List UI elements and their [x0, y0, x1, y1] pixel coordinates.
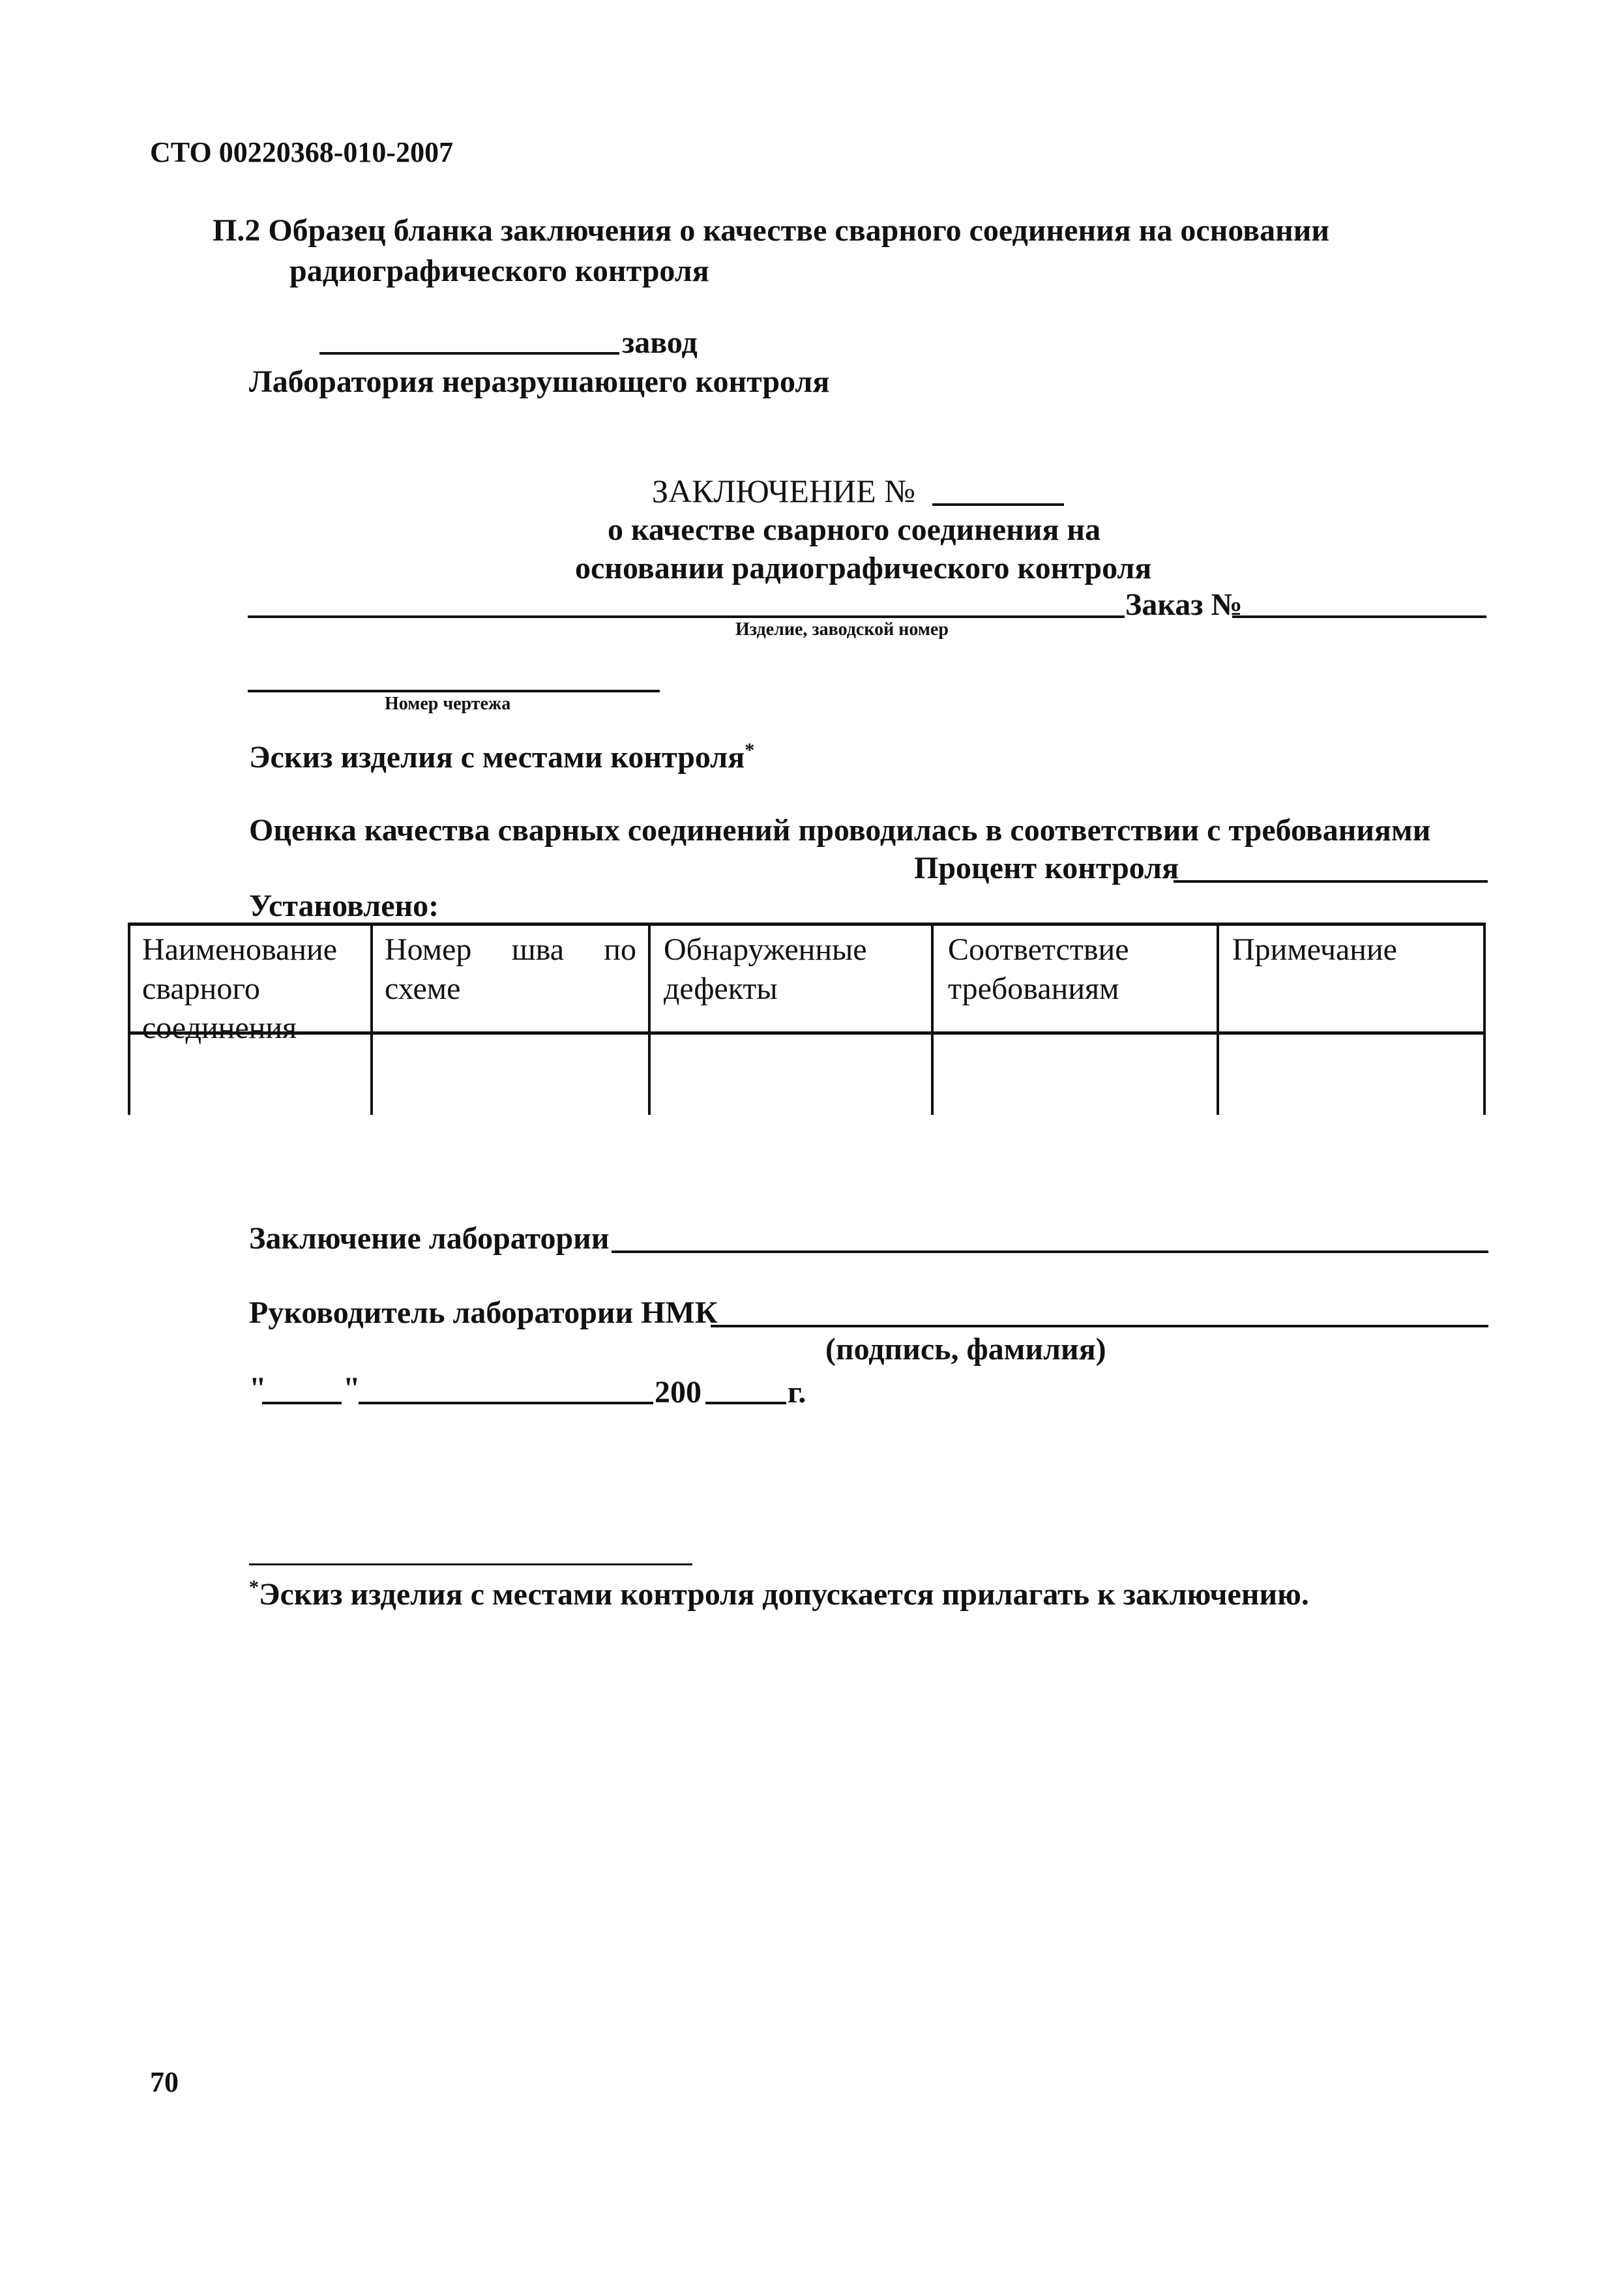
- section-title-line2: радиографического контроля: [289, 254, 709, 288]
- plant-name-blank: [319, 352, 619, 355]
- doc-code: СТО 00220368-010-2007: [150, 136, 454, 168]
- product-caption: Изделие, заводской номер: [735, 619, 949, 640]
- order-number-blank: [1232, 615, 1486, 618]
- page-number: 70: [150, 2066, 179, 2098]
- head-signature-blank: [711, 1325, 1488, 1327]
- table-divider-2: [648, 923, 651, 1115]
- date-year-prefix: 200: [655, 1375, 701, 1410]
- date-quote-open: ": [249, 1371, 267, 1406]
- lab-conclusion-label: Заключение лаборатории: [249, 1221, 610, 1256]
- footnote-mark: *: [249, 1576, 259, 1598]
- date-year-blank: [705, 1402, 786, 1404]
- control-percent-label: Процент контроля: [914, 851, 1179, 885]
- footnote: [249, 1578, 1309, 1610]
- lab-conclusion-blank: [612, 1250, 1488, 1253]
- product-blank: [248, 615, 1125, 618]
- table-header-defects: Обнаруженные дефекты: [664, 932, 867, 1006]
- sketch-label: [249, 741, 754, 773]
- conclusion-sub1: о качестве сварного соединения на: [608, 512, 1101, 547]
- table-divider-3: [931, 923, 934, 1115]
- sketch-footnote-mark: *: [745, 739, 755, 761]
- drawing-caption: Номер чертежа: [385, 694, 511, 714]
- plant-suffix: завод: [622, 325, 698, 360]
- signature-caption: (подпись, фамилия): [825, 1332, 1106, 1367]
- table-header-compliance: Соответствие требованиям: [948, 932, 1129, 1006]
- table-border-right: [1483, 923, 1486, 1115]
- date-year-suffix: г.: [788, 1375, 806, 1410]
- head-label: Руководитель лаборатории НМК: [249, 1295, 718, 1330]
- assessment-text: Оценка качества сварных соединений проводилась в соответствии с требованиями: [249, 813, 1431, 848]
- established-label: Установлено:: [249, 889, 439, 923]
- footnote-text: Эскиз изделия с местами контроля допускается прилагать к заключению.: [259, 1577, 1309, 1612]
- section-title-line1: П.2 Образец бланка заключения о качестве сварного соединения на основании: [213, 213, 1330, 248]
- table-header-weld-number: Номер шва по схеме: [385, 932, 636, 1006]
- table-divider-4: [1217, 923, 1219, 1115]
- table-header-name: Наименование сварного соединения: [142, 932, 338, 1045]
- order-label: Заказ №: [1125, 587, 1243, 622]
- lab-name: Лаборатория неразрушающего контроля: [249, 364, 830, 399]
- drawing-number-blank: [248, 690, 660, 692]
- date-month-blank: [359, 1402, 653, 1404]
- date-day-blank: [262, 1402, 342, 1404]
- conclusion-heading: ЗАКЛЮЧЕНИЕ №: [652, 473, 915, 509]
- date-quote-close: ": [343, 1371, 361, 1406]
- control-percent-blank: [1174, 880, 1488, 883]
- table-divider-1: [370, 923, 373, 1115]
- conclusion-sub2: основании радиографического контроля: [575, 551, 1152, 585]
- table-border-left: [128, 923, 130, 1115]
- conclusion-number-blank: [932, 503, 1064, 506]
- footnote-rule: [249, 1563, 692, 1565]
- table-header-note: Примечание: [1232, 932, 1397, 967]
- sketch-label-text: Эскиз изделия с местами контроля: [249, 740, 745, 775]
